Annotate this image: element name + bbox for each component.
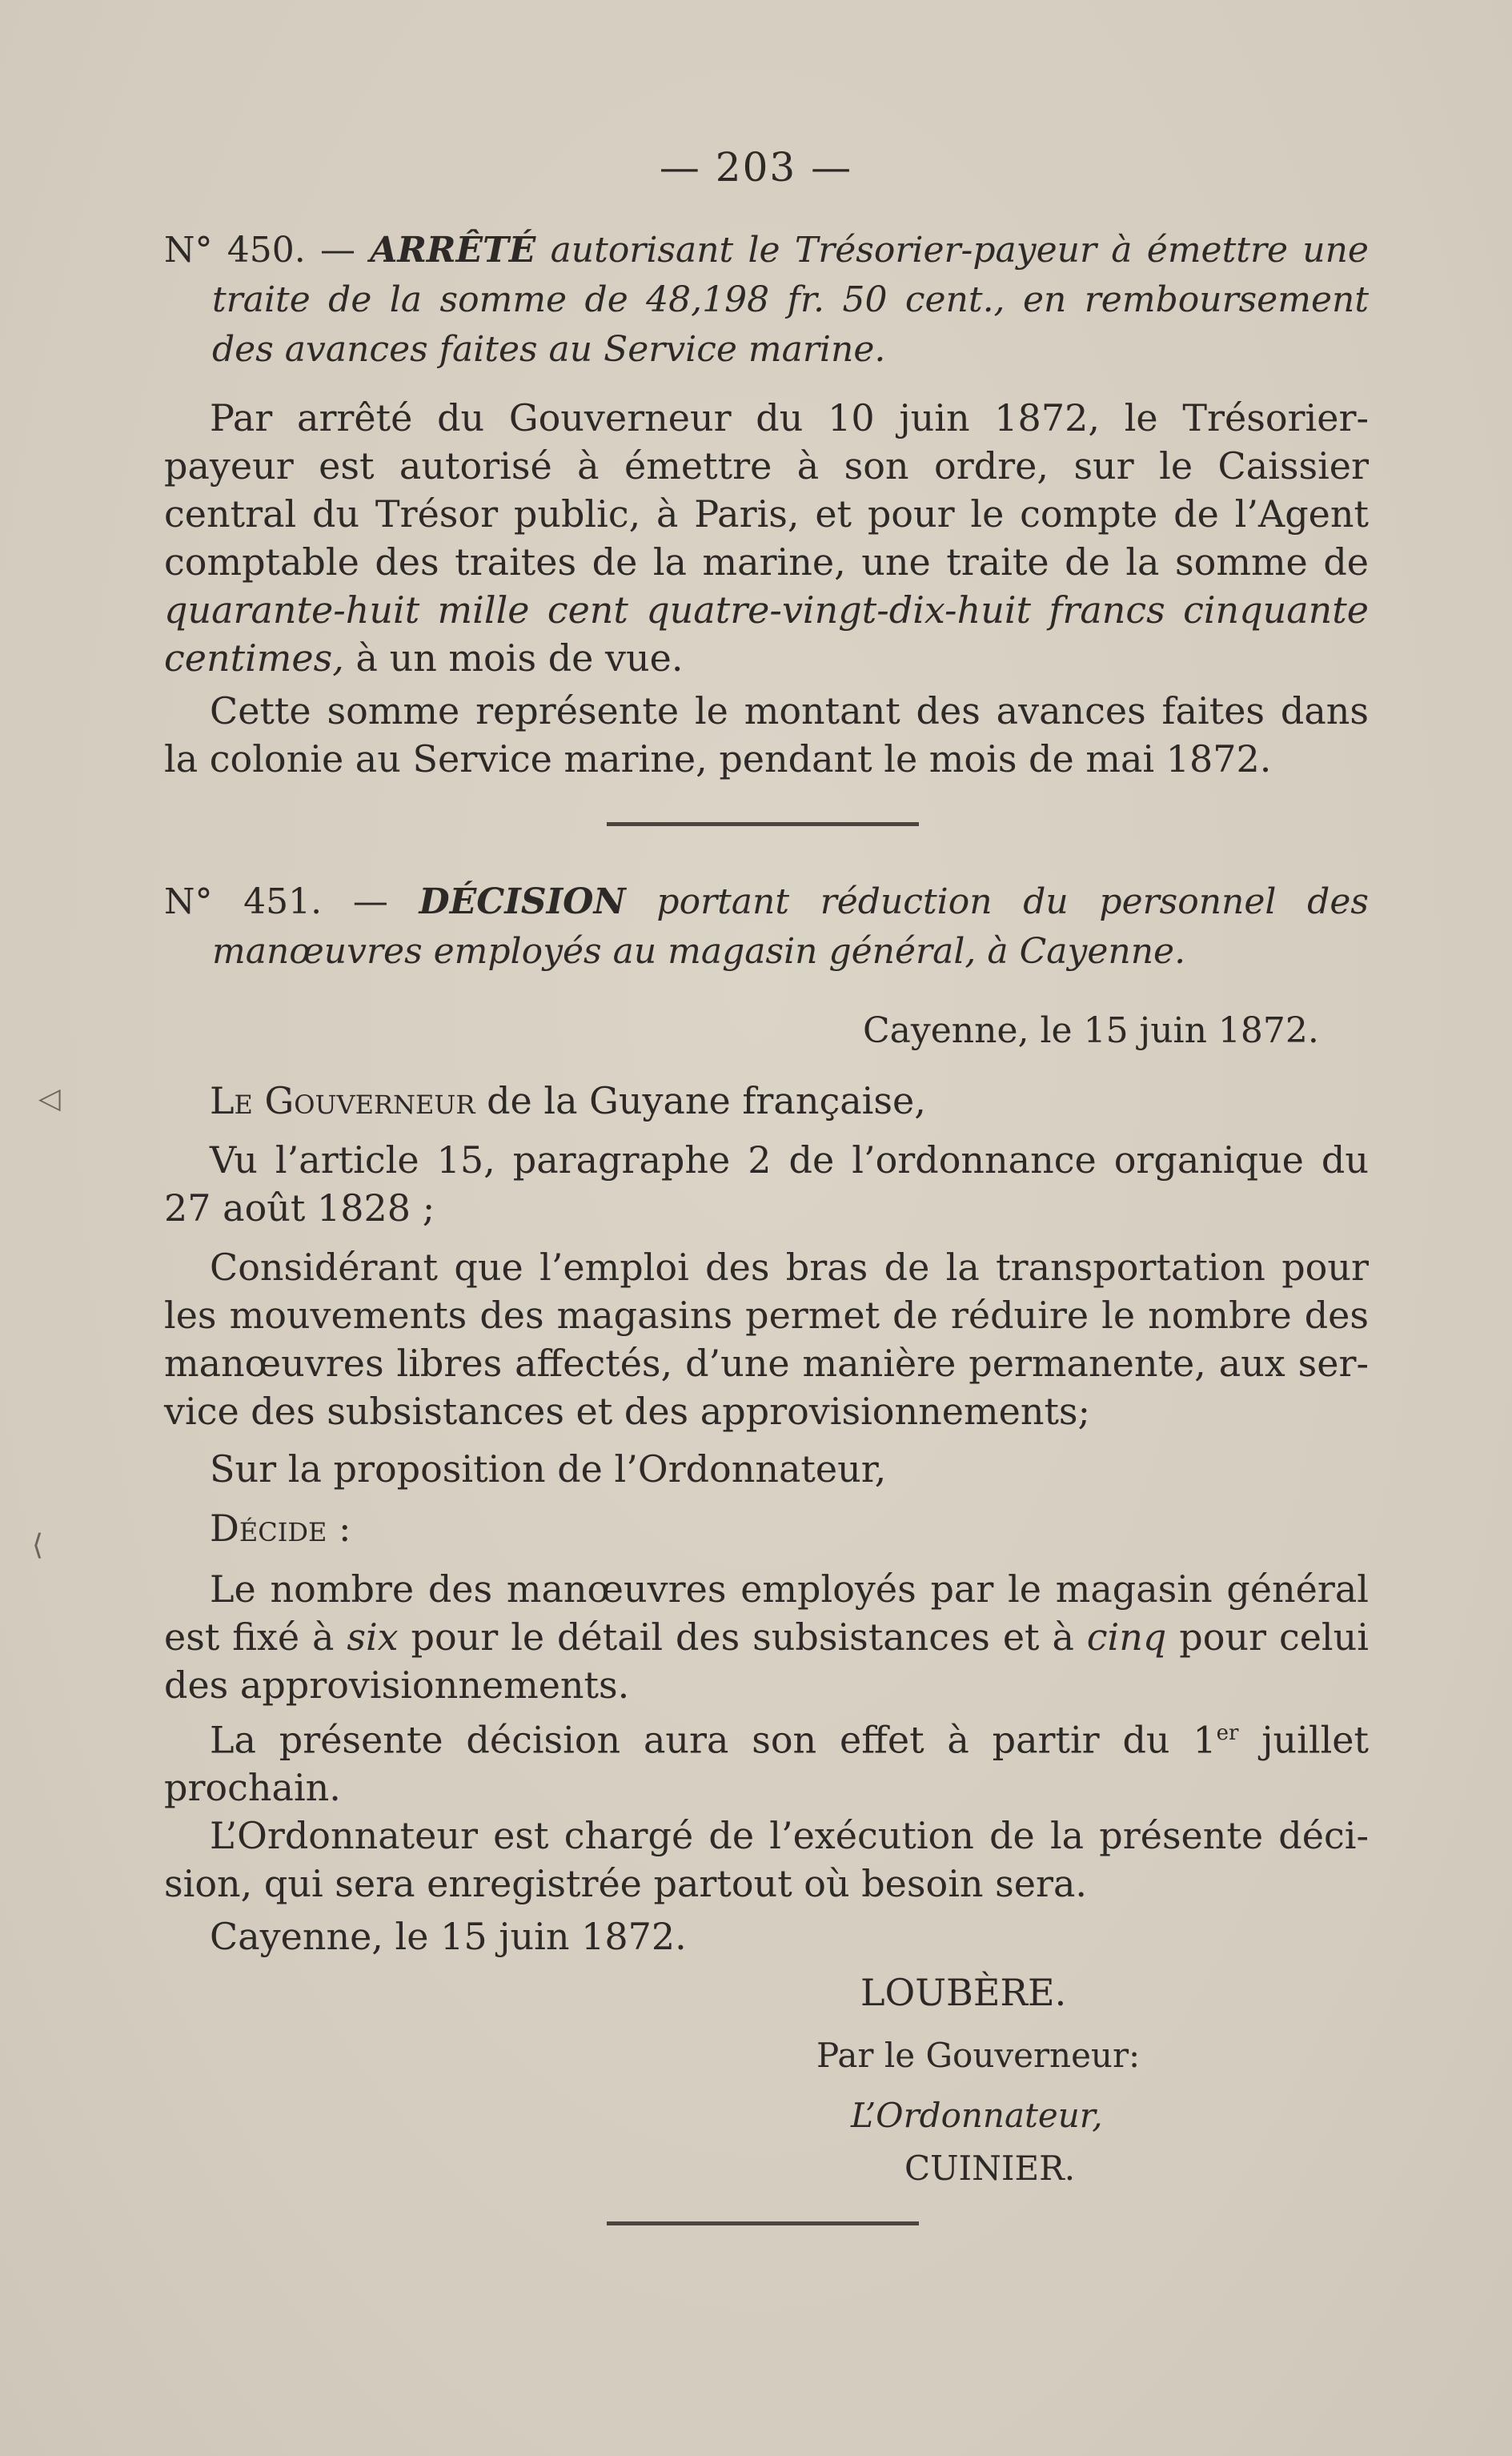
item-451-body: [164, 1077, 1369, 1960]
section-divider: [607, 822, 919, 826]
item-451-kind: DÉCISION: [419, 881, 626, 922]
page-number: — 203 —: [659, 144, 853, 191]
article-1: [164, 1565, 1369, 1709]
margin-mark: ◁: [38, 1082, 61, 1115]
decide-label: Décide :: [210, 1507, 351, 1550]
ordonnateur-title: L’Ordonnateur,: [851, 2096, 1103, 2135]
p1-end: à un mois de vue.: [355, 636, 684, 680]
art1-a: Le nombre des manœuvres employés par le magasin général est fixé à: [164, 1567, 1369, 1659]
item-451-title: portant réduction du personnel des manœuvres employés au magasin général, à Cayenne.: [212, 881, 1369, 972]
closing-divider: [607, 2221, 919, 2225]
item-451-place-date: Cayenne, le 15 juin 1872.: [863, 1010, 1319, 1051]
gouverneur-title: Le Gouverneur: [210, 1079, 475, 1122]
p1-start: Par arrêté du Gouverneur du 10 juin 1872, le Trésorier-payeur est autorisé à émettre à son ordre, sur le Caissier central du Trésor public, à Paris, et pour le compte de l’Agent comptable des traites de la marine, une traite de la somme de: [164, 396, 1369, 584]
vu-clause: Vu l’article 15, paragraphe 2 de l’ordonnance organique du 27 août 1828 ;: [164, 1138, 1369, 1230]
gouverneur-rest: de la Guyane française,: [487, 1079, 926, 1122]
item-450-body: [164, 394, 1369, 783]
gouverneur-line: [164, 1077, 1369, 1125]
item-450-heading: [164, 226, 1369, 375]
item-450-paragraph-1: [164, 394, 1369, 682]
art1-c: pour celui des approvisionnements.: [164, 1615, 1369, 1707]
art1-b: pour le détail des subsistances et à: [411, 1615, 1074, 1659]
item-451-heading: [164, 877, 1369, 977]
art2-a: La présente décision aura son effet à partir du 1: [210, 1718, 1217, 1762]
article-3: L’Ordonnateur est chargé de l’exécution de la présente décision, qui sera enregistrée partout où besoin sera.: [164, 1814, 1369, 1906]
art1-six: six: [347, 1615, 399, 1659]
item-450-kind: ARRÊTÉ: [370, 230, 536, 271]
signature-loubere: LOUBÈRE.: [860, 1971, 1067, 2014]
article-2: [164, 1709, 1369, 1812]
art1-cinq: cinq: [1086, 1615, 1167, 1659]
item-450-number: N° 450. —: [164, 230, 355, 271]
ordonnateur-name: CUINIER.: [904, 2149, 1076, 2188]
art2-sup: er: [1216, 1721, 1239, 1745]
item-450-title: autorisant le Trésorier-payeur à émettre une traite de la somme de 48,198 fr. 50 cent., en remboursement des avances faites au Service marine.: [212, 230, 1369, 370]
par-le-gouverneur: Par le Gouverneur:: [816, 2036, 1141, 2075]
item-450-paragraph-2: Cette somme représente le montant des avances faites dans la colonie au Service marine, pendant le mois de mai 1872.: [164, 689, 1369, 781]
item-451: [164, 877, 1369, 977]
art2-b: juillet prochain.: [164, 1718, 1369, 1810]
p1-amount-words: quarante-huit mille cent quatre-vingt-dix-huit francs cinquante centimes,: [164, 588, 1369, 680]
considerant-clause: Considérant que l’emploi des bras de la transportation pour les mouvements des magasins permet de réduire le nombre des manœuvres libres affectés, d’une manière permanente, aux service des subsistances et des approvisionnements;: [164, 1246, 1369, 1433]
margin-mark-2: ⟨: [32, 1529, 44, 1562]
proposition-clause: Sur la proposition de l’Ordonnateur,: [210, 1447, 887, 1491]
item-450: [164, 226, 1369, 375]
item-451-number: N° 451. —: [164, 881, 388, 922]
closing-date: Cayenne, le 15 juin 1872.: [210, 1915, 687, 1959]
